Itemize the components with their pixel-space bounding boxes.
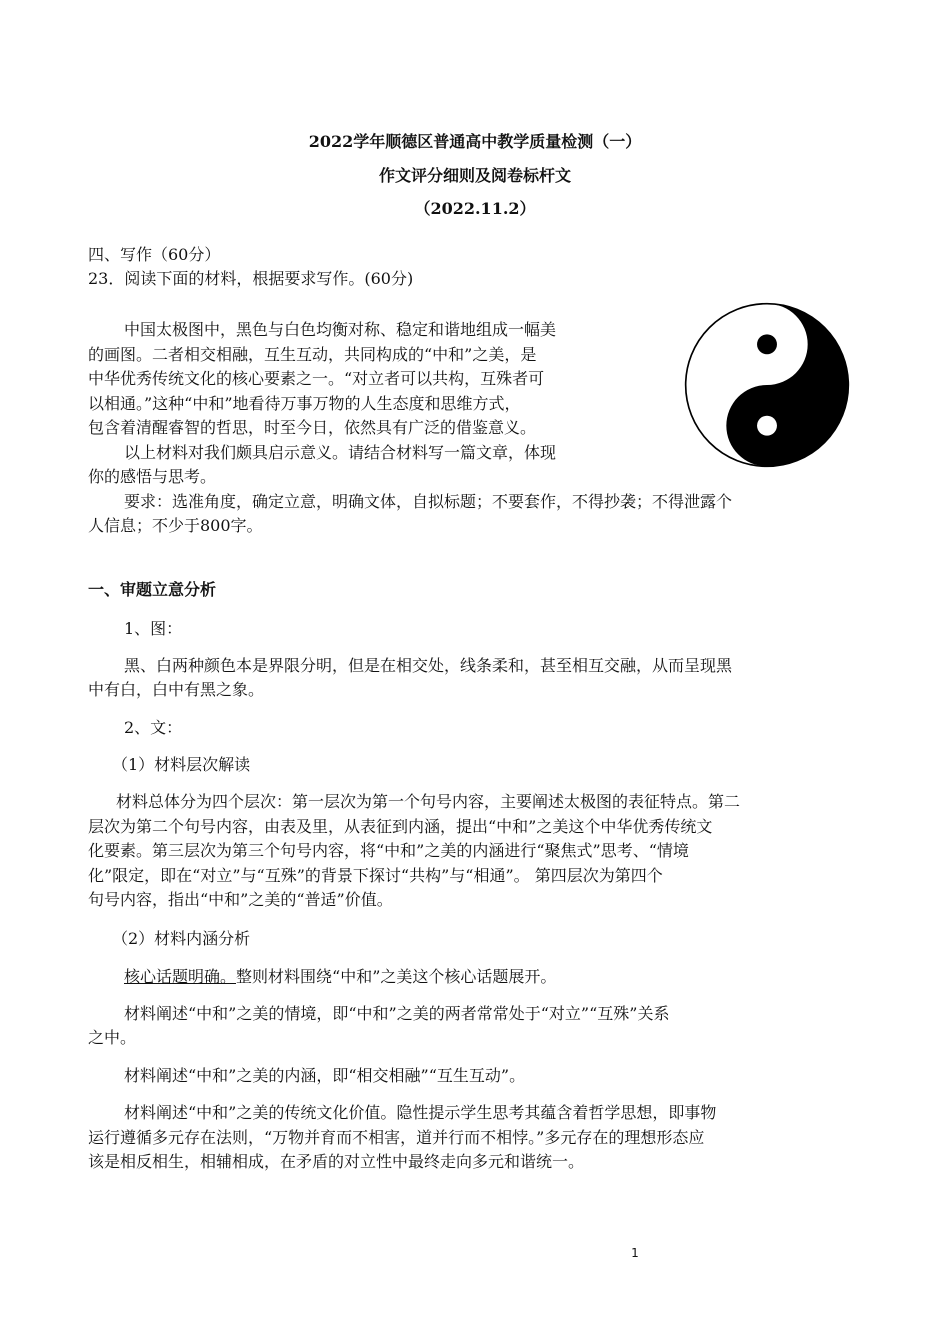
material-line: 包含着清醒睿智的哲思，时至今日，依然具有广泛的借鉴意义。 bbox=[88, 418, 537, 437]
para-value-line: 运行遵循多元存在法则，“万物并育而不相害，道并行而不相悖。”多元存在的理想形态应 bbox=[88, 1128, 705, 1147]
doc-title-line1: 2022学年顺德区普通高中教学质量检测（一） bbox=[308, 132, 642, 151]
fig-line: 黑、白两种颜色本是界限分明，但是在相交处，线条柔和，甚至相互交融，从而呈现黑 bbox=[124, 656, 733, 675]
text-label: 2、文： bbox=[124, 718, 183, 737]
material-line: 你的感悟与思考。 bbox=[88, 467, 217, 486]
core-topic-line bbox=[124, 965, 556, 989]
core-topic-rest: 整则材料围绕“中和”之美这个核心话题展开。 bbox=[236, 967, 557, 986]
sub1-line: 化要素。第三层次为第三个句号内容，将“中和”之美的内涵进行“聚焦式”思考、“情境 bbox=[88, 841, 689, 860]
page-number: 1 bbox=[631, 1246, 639, 1260]
para-meaning-line: 材料阐述“中和”之美的内涵，即“相交相融”“互生互动”。 bbox=[124, 1066, 526, 1085]
para-context-line: 材料阐述“中和”之美的情境，即“中和”之美的两者常常处于“对立”“互殊”关系 bbox=[124, 1004, 670, 1023]
sub1-line: 化”限定，即在“对立”与“互殊”的背景下探讨“共构”与“相通”。 第四层次为第四个 bbox=[88, 866, 663, 885]
sub1-line: 句号内容，指出“中和”之美的“普适”价值。 bbox=[88, 890, 393, 909]
fig-line: 中有白，白中有黑之象。 bbox=[88, 680, 265, 699]
sub1-line: 材料总体分为四个层次：第一层次为第一个句号内容，主要阐述太极图的表征特点。第二 bbox=[116, 792, 741, 811]
doc-title-line2: 作文评分细则及阅卷标杆文 bbox=[378, 166, 571, 185]
sub1-line: 层次为第二个句号内容，由表及里，从表征到内涵，提出“中和”之美这个中华优秀传统文 bbox=[88, 817, 713, 836]
doc-date: （2022.11.2） bbox=[414, 199, 536, 218]
yin-yang-icon bbox=[684, 302, 850, 468]
material-line: 以相通。”这种“中和”地看待万事万物的人生态度和思维方式， bbox=[88, 394, 521, 413]
para-value-line: 该是相反相生，相辅相成，在矛盾的对立性中最终走向多元和谐统一。 bbox=[88, 1152, 585, 1171]
para-value-line: 材料阐述“中和”之美的传统文化价值。隐性提示学生思考其蕴含着哲学思想，即事物 bbox=[124, 1103, 717, 1122]
sub2-label: （2）材料内涵分析 bbox=[112, 929, 251, 948]
core-topic-underlined: 核心话题明确。 bbox=[124, 967, 237, 986]
material-line: 中华优秀传统文化的核心要素之一。“对立者可以共构，互殊者可 bbox=[88, 369, 545, 388]
sub1-label: （1）材料层次解读 bbox=[112, 755, 251, 774]
material-line: 的画图。二者相交相融，互生互动，共同构成的“中和”之美，是 bbox=[88, 345, 537, 364]
requirement-line: 人信息；不少于800字。 bbox=[88, 516, 263, 535]
section-writing: 四、写作（60分） bbox=[88, 245, 221, 264]
analysis-heading: 一、审题立意分析 bbox=[88, 580, 217, 599]
question-prompt: 23．阅读下面的材料，根据要求写作。(60分) bbox=[88, 269, 414, 288]
material-line: 中国太极图中，黑色与白色均衡对称、稳定和谐地组成一幅美 bbox=[124, 320, 557, 339]
fig-label: 1、图： bbox=[124, 619, 183, 638]
para-context-line: 之中。 bbox=[88, 1028, 137, 1047]
material-line: 以上材料对我们颇具启示意义。请结合材料写一篇文章，体现 bbox=[124, 443, 557, 462]
requirement-line: 要求：选准角度，确定立意，明确文体，自拟标题；不要套作，不得抄袭；不得泄露个 bbox=[124, 492, 733, 511]
